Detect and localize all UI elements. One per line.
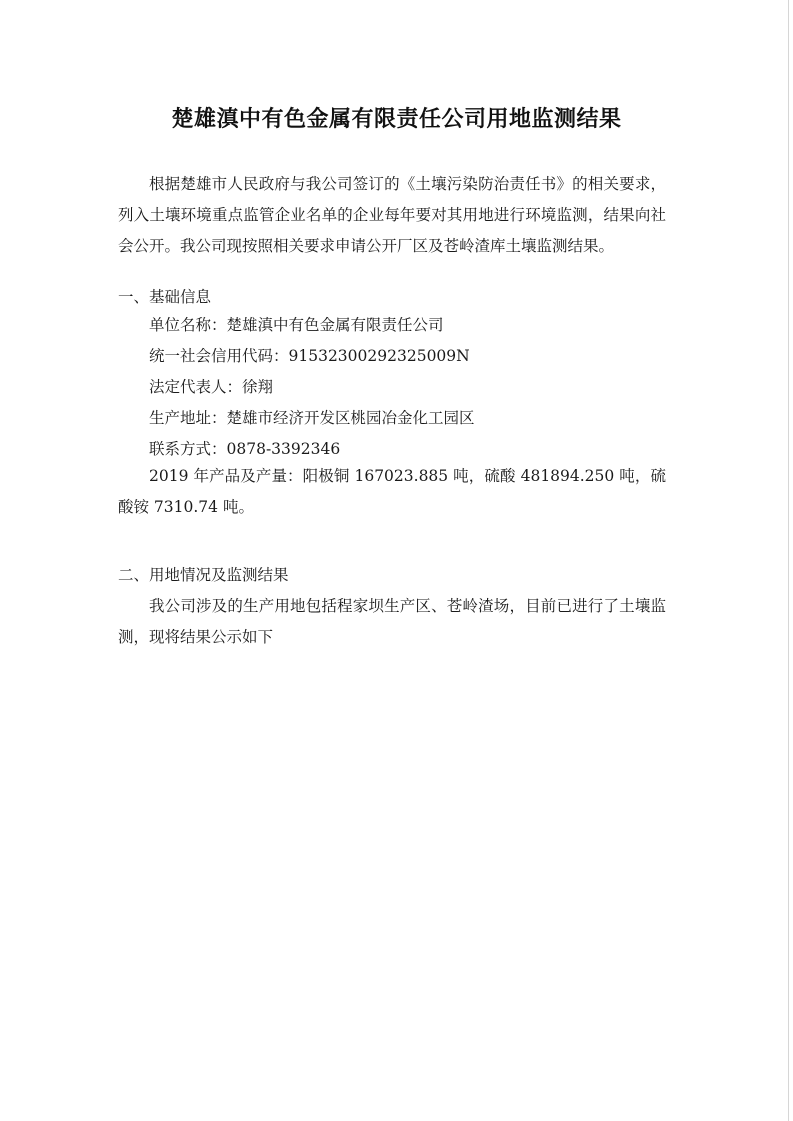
scan-edge-line	[788, 0, 789, 1121]
intro-paragraph: 根据楚雄市人民政府与我公司签订的《土壤污染防治责任书》的相关要求，列入土壤环境重点监管企业名单的企业每年要对其用地进行环境监测，结果向社会公开。我公司现按照相关要求申请公开厂区及苍岭渣库土壤监测结果。	[118, 175, 666, 255]
document-title: 楚雄滇中有色金属有限责任公司用地监测结果	[171, 107, 622, 132]
production-output-paragraph: 2019 年产品及产量：阳极铜 167023.885 吨，硫酸 481894.250 吨，硫酸铵 7310.74 吨。	[118, 467, 666, 516]
contact-line: 联系方式：0878-3392346	[149, 440, 341, 458]
credit-code-line: 统一社会信用代码：91532300292325009N	[149, 347, 470, 365]
land-monitoring-paragraph: 我公司涉及的生产用地包括程家坝生产区、苍岭渣场，目前已进行了土壤监测，现将结果公示如下	[118, 597, 666, 646]
section-heading-land-monitoring: 二、用地情况及监测结果	[118, 566, 289, 584]
production-address-line: 生产地址：楚雄市经济开发区桃园冶金化工园区	[149, 409, 475, 427]
legal-representative-line: 法定代表人：徐翔	[149, 378, 274, 396]
company-name-line: 单位名称：楚雄滇中有色金属有限责任公司	[149, 316, 444, 334]
section-heading-basic-info: 一、基础信息	[118, 288, 212, 306]
